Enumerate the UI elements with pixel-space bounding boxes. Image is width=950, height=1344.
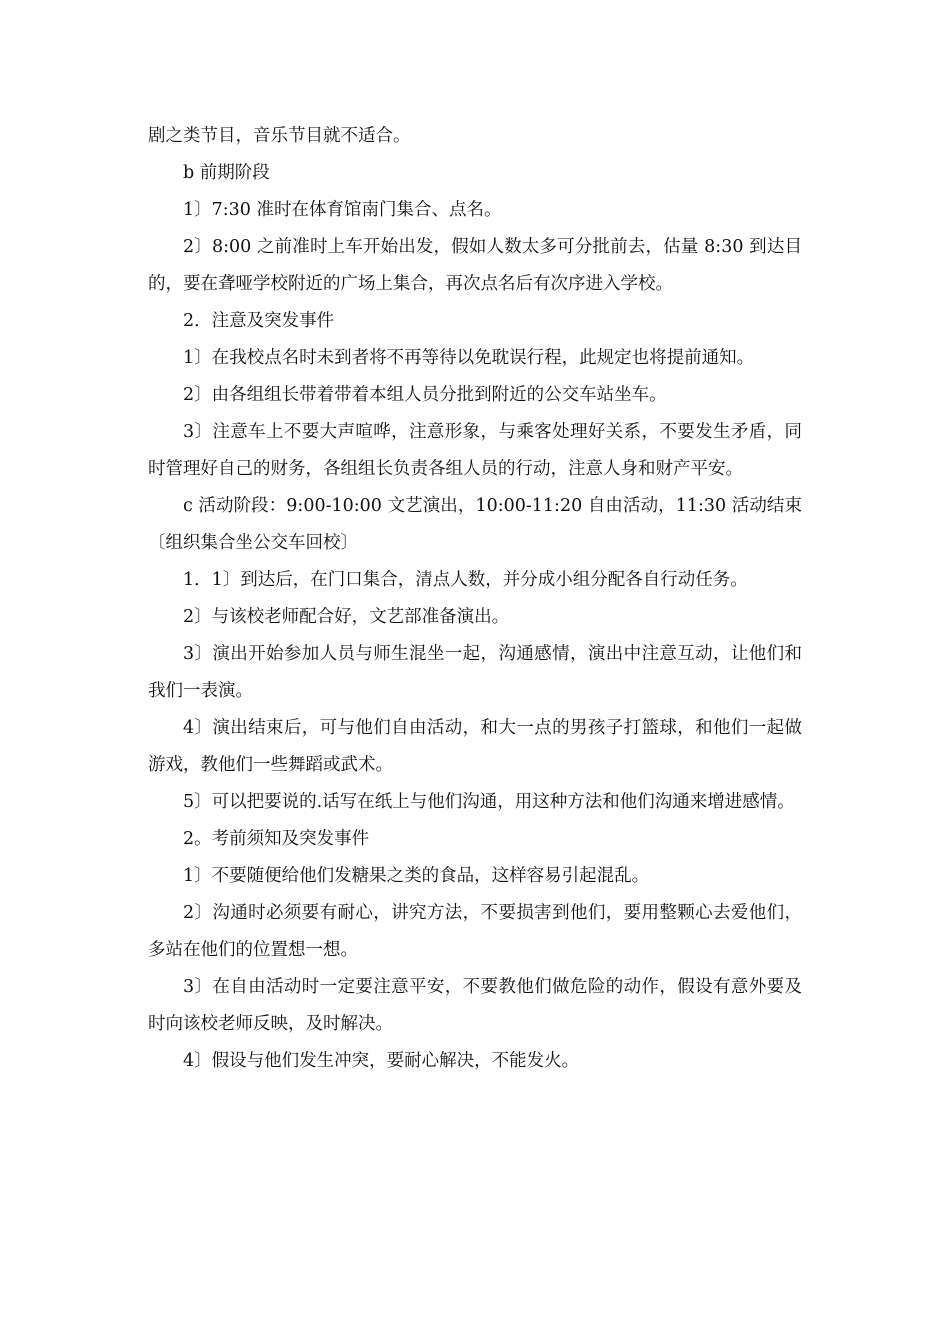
paragraph: b 前期阶段	[183, 163, 270, 183]
paragraph: 4〕假设与他们发生冲突，要耐心解决，不能发火。	[183, 1051, 580, 1071]
document-body	[148, 118, 802, 1080]
paragraph: 3〕注意车上不要大声喧哗，注意形象，与乘客处理好关系，不要发生矛盾，同时管理好自己的财务，各组组长负责各组人员的行动，注意人身和财产平安。	[148, 422, 802, 479]
paragraph: 2〕8:00 之前准时上车开始出发，假如人数太多可分批前去，估量 8:30 到达目的，要在聋哑学校附近的广场上集合，再次点名后有次序进入学校。	[148, 237, 802, 294]
paragraph: 1〕7:30 准时在体育馆南门集合、点名。	[183, 200, 502, 220]
paragraph: 1〕在我校点名时未到者将不再等待以免耽误行程，此规定也将提前通知。	[183, 348, 755, 368]
paragraph: 4〕演出结束后，可与他们自由活动，和大一点的男孩子打篮球，和他们一起做游戏，教他们一些舞蹈或武术。	[148, 718, 802, 775]
paragraph: 2〕与该校老师配合好，文艺部准备演出。	[183, 607, 510, 627]
paragraph: c 活动阶段：9:00-10:00 文艺演出，10:00-11:20 自由活动，11:30 活动结束〔组织集合坐公交车回校〕	[148, 496, 802, 553]
paragraph: 5〕可以把要说的.话写在纸上与他们沟通，用这种方法和他们沟通来增进感情。	[183, 792, 795, 812]
paragraph: 1〕不要随便给他们发糖果之类的食品，这样容易引起混乱。	[183, 866, 650, 886]
paragraph: 3〕在自由活动时一定要注意平安，不要教他们做危险的动作，假设有意外要及时向该校老师反映，及时解决。	[148, 977, 802, 1034]
paragraph: 2〕沟通时必须要有耐心，讲究方法，不要损害到他们，要用整颗心去爱他们，多站在他们的位置想一想。	[148, 903, 802, 960]
paragraph: 1．1〕到达后，在门口集合，清点人数，并分成小组分配各自行动任务。	[183, 570, 748, 590]
paragraph: 2〕由各组组长带着带着本组人员分批到附近的公交车站坐车。	[183, 385, 667, 405]
paragraph: 2．注意及突发事件	[183, 311, 335, 331]
paragraph: 3〕演出开始参加人员与师生混坐一起，沟通感情，演出中注意互动，让他们和我们一表演。	[148, 644, 802, 701]
paragraph: 剧之类节目，音乐节目就不适合。	[148, 126, 411, 146]
paragraph: 2。考前须知及突发事件	[183, 829, 370, 849]
